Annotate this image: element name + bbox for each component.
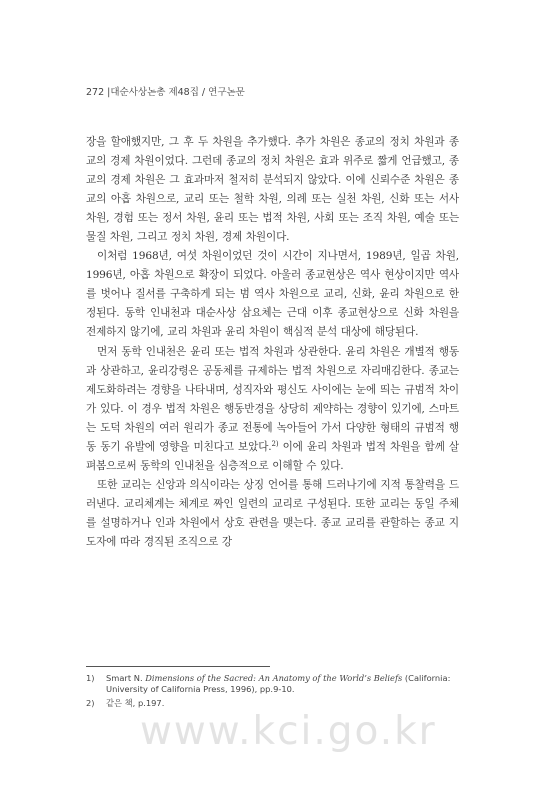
paragraph-4: 또한 교리는 신앙과 의식이라는 상징 언어를 통해 드러나기에 지적 통찰력을 드러낸다. 교리체계는 체계로 짜인 일련의 교리로 구성된다. 또한 교리는 동일 주체를 설명하거나 인과 차원에서 상호 관련을 맺는다. 종교 교리를 관할하는 종교 지도자에 따라 경직된 조직으로 강 — [86, 478, 459, 548]
footnote-divider — [86, 666, 270, 667]
paragraph-2: 이처럼 1968년, 여섯 차원이었던 것이 시간이 지나면서, 1989년, 일곱 차원, 1996년, 아홉 차원으로 확장이 되었다. 아울러 종교현상은 역사 현상이지만 역사를 벗어나 질서를 구축하게 되는 범 역사 차원으로 교리, 신화, 윤리 차원으로 한정된다. 동학 인내천과 대순사상 삼요체는 근대 이후 종교현상으로 신화 차원을 전제하지 않기에, 교리 차원과 윤리 차원이 핵심적 분석 대상에 해당된다. — [86, 250, 459, 339]
paragraph-3-tail: 이에 윤리 차원과 법적 차원을 함께 살펴봄으로써 동학의 인내천을 심층적으로 이해할 수 있다. — [86, 440, 459, 472]
journal-title: |대순사상논총 제48집 / 연구논문 — [107, 87, 245, 98]
footnote-number: 2) — [86, 698, 95, 708]
footnote-text: Smart N. — [106, 673, 146, 683]
paragraph-3-main: 먼저 동학 인내천은 윤리 또는 법적 차원과 상관한다. 윤리 차원은 개별적 행동과 상관하고, 윤리강령은 공동체를 규제하는 법적 차원으로 자리매김한다. 종교는 제도화하려는 경향을 나타내며, 성직자와 평신도 사이에는 눈에 띄는 규범적 차이가 있다. 이 경우 법적 차원은 행동반경을 상당히 제약하는 경향이 있기에, 스마트는 도덕 차원의 여러 원리가 종교 전통에 녹아들어 가서 다양한 형태의 규범적 행동 동기 유발에 영향을 미친다고 보았다. — [86, 345, 459, 453]
watermark: www.kci.go.kr — [140, 709, 437, 754]
main-body-text — [86, 133, 459, 552]
paragraph-3 — [86, 343, 459, 476]
footnotes — [86, 673, 461, 712]
footnote-number: 1) — [86, 673, 95, 683]
paragraph-1: 장을 할애했지만, 그 후 두 차원을 추가했다. 추가 차원은 종교의 정치 차원과 종교의 경제 차원이었다. 그런데 종교의 정치 차원은 효과 위주로 짧게 언급했고, 종교의 경제 차원은 그 효과마저 철저히 분석되지 않았다. 이에 신뢰수준 차원은 종교의 아홉 차원으로, 교리 또는 철학 차원, 의례 또는 실천 차원, 신화 또는 서사 차원, 경험 또는 정서 차원, 윤리 또는 법적 차원, 사회 또는 조직 차원, 예술 또는 물질 차원, 그리고 정치 차원, 경제 차원이다. — [86, 136, 459, 244]
footnote-publication: (California: University of California Press, 1996), pp.9-10. — [106, 673, 451, 694]
footnote-book-title: Dimensions of the Sacred: An Anatomy of the World’s Beliefs — [145, 673, 403, 683]
page-number: 272 — [86, 87, 105, 98]
footnote-ref-2[interactable]: 2) — [271, 439, 279, 448]
running-header — [86, 84, 486, 98]
footnote-text: 같은 책, p.197. — [106, 698, 165, 708]
footnote-1 — [86, 673, 461, 695]
footnote-2 — [86, 698, 461, 709]
